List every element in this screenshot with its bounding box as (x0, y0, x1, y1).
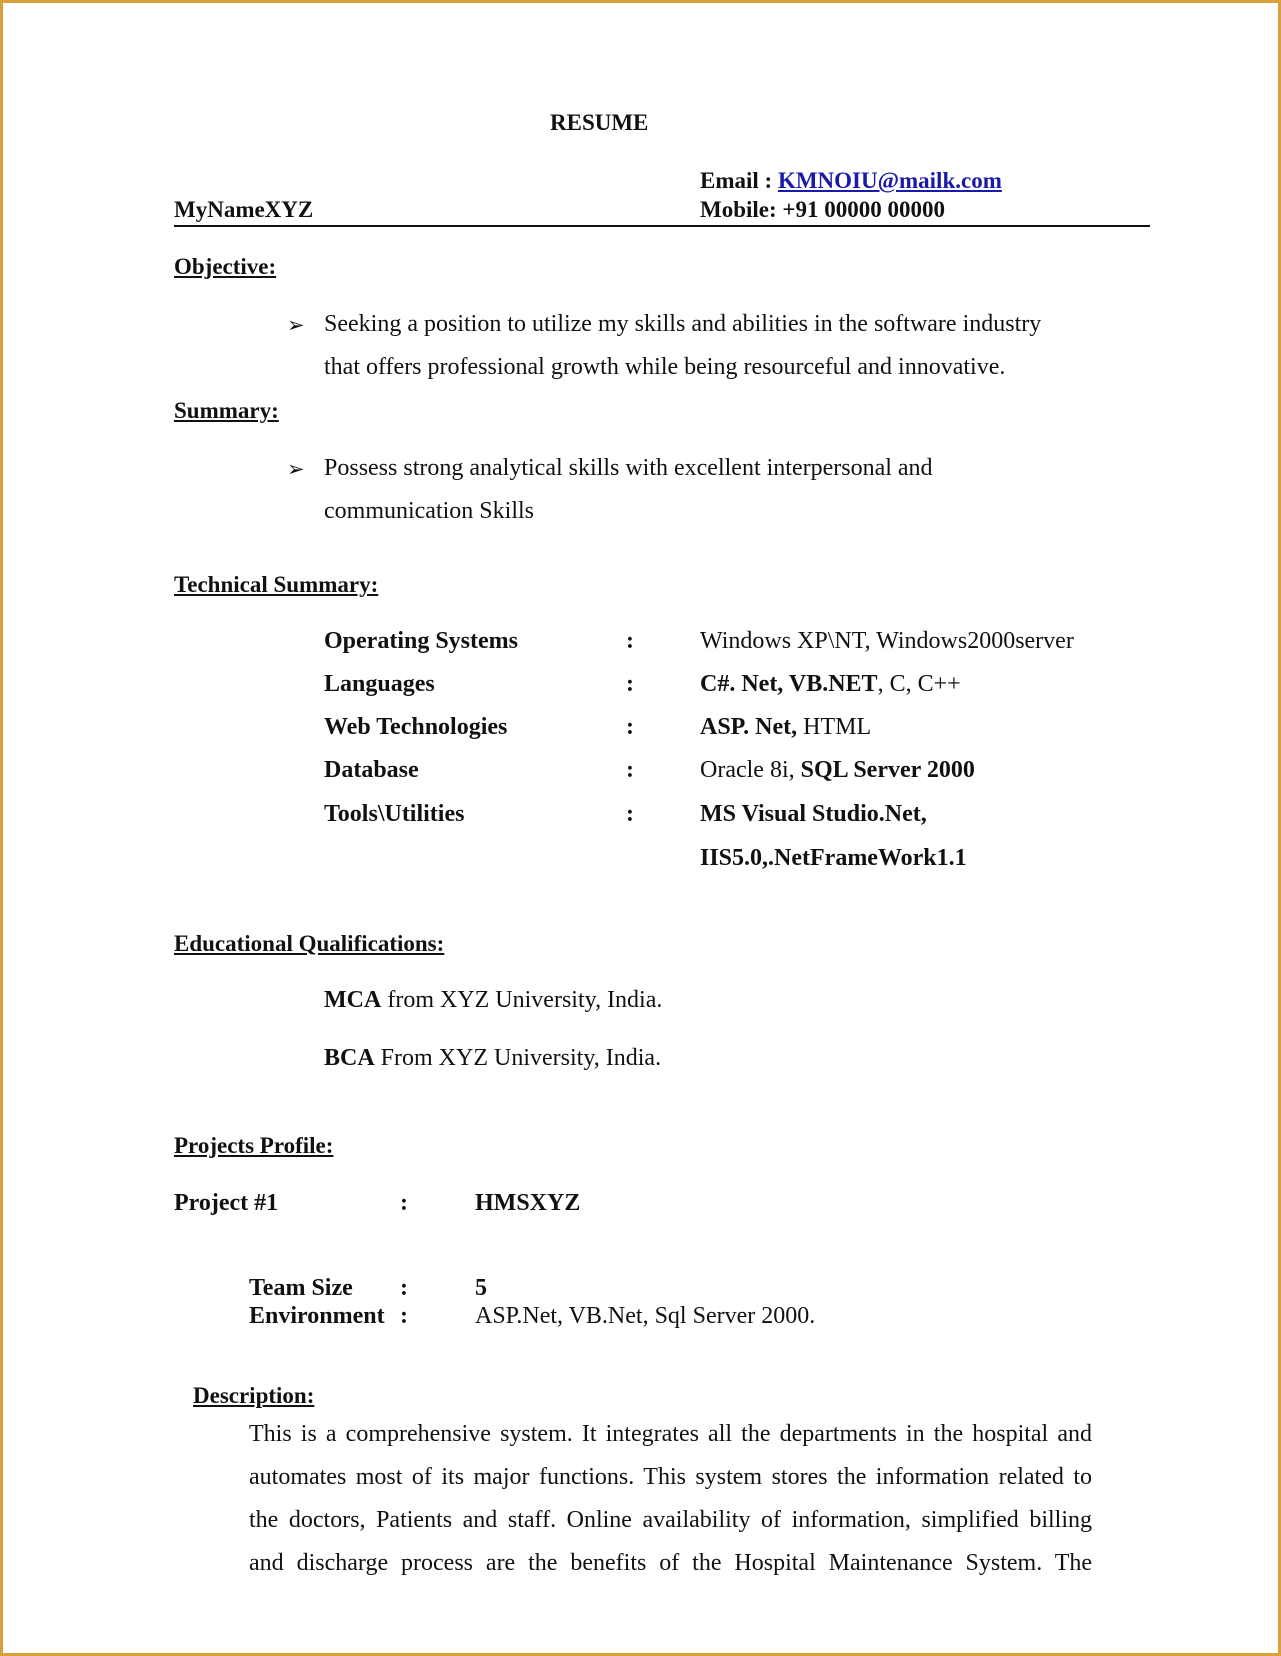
description-line-2: automates most of its major functions. This system stores the information related to (249, 1464, 1092, 1490)
tech-colon: : (626, 671, 634, 697)
header-divider (174, 225, 1150, 227)
environment-colon: : (400, 1303, 408, 1329)
email-link[interactable]: KMNOIU@mailk.com (777, 168, 1002, 193)
description-line-4: and discharge process are the benefits of the Hospital Maintenance System. The (249, 1550, 1092, 1576)
tech-label-operating-systems: Operating Systems (324, 628, 518, 654)
summary-line-1: Possess strong analytical skills with excellent interpersonal and (324, 455, 933, 481)
project-label: Project #1 (174, 1190, 279, 1216)
summary-bullet-arrow-icon: ➢ (287, 457, 305, 481)
tech-value-tools-utilities: MS Visual Studio.Net, (700, 801, 927, 827)
project-name: HMSXYZ (475, 1190, 581, 1216)
tech-value-bold: SQL Server 2000 (800, 757, 975, 783)
objective-heading: Objective: (174, 254, 277, 279)
summary-line-2: communication Skills (324, 498, 534, 524)
degree-institution: From XYZ University, India. (374, 1045, 662, 1071)
tech-value-rest: HTML (797, 714, 872, 740)
education-item-mca (324, 987, 662, 1014)
tech-label-database: Database (324, 757, 419, 783)
objective-line-2: that offers professional growth while being resourceful and innovative. (324, 354, 1006, 380)
description-heading: Description: (193, 1383, 315, 1408)
degree-institution: from XYZ University, India. (381, 987, 663, 1013)
team-size-colon: : (400, 1275, 408, 1301)
mobile-number: Mobile: +91 00000 00000 (700, 197, 946, 222)
tech-value-web-technologies (700, 714, 871, 741)
tech-value-bold: C#. Net, VB.NET (700, 671, 878, 697)
tech-label-tools-utilities: Tools\Utilities (324, 801, 465, 827)
degree-name: BCA (324, 1045, 375, 1071)
tech-colon: : (626, 714, 634, 740)
environment-label: Environment (249, 1303, 385, 1329)
email-label: Email : (700, 168, 778, 193)
education-item-bca (324, 1045, 661, 1072)
projects-heading: Projects Profile: (174, 1133, 334, 1158)
technical-summary-heading: Technical Summary: (174, 572, 379, 597)
tech-value-database (700, 757, 975, 784)
description-line-1: This is a comprehensive system. It integrates all the departments in the hospital and (249, 1421, 1092, 1447)
tech-colon: : (626, 628, 634, 654)
objective-line-1: Seeking a position to utilize my skills and abilities in the software industry (324, 311, 1042, 337)
tech-colon: : (626, 757, 634, 783)
summary-heading: Summary: (174, 398, 279, 423)
tech-value-operating-systems: Windows XP\NT, Windows2000server (700, 628, 1074, 654)
tech-label-languages: Languages (324, 671, 435, 697)
tech-value-languages (700, 671, 961, 698)
team-size-value: 5 (475, 1275, 487, 1301)
resume-title: RESUME (550, 110, 649, 135)
tech-value-bold: ASP. Net, (700, 714, 798, 740)
tech-colon: : (626, 801, 634, 827)
degree-name: MCA (324, 987, 382, 1013)
tech-value-pre: Oracle 8i, (700, 757, 801, 783)
tech-value-rest: , C, C++ (877, 671, 961, 697)
tech-label-web-technologies: Web Technologies (324, 714, 508, 740)
environment-value: ASP.Net, VB.Net, Sql Server 2000. (475, 1303, 816, 1329)
tech-value-tools-utilities-line-2: IIS5.0,.NetFrameWork1.1 (700, 845, 967, 871)
team-size-label: Team Size (249, 1275, 353, 1301)
objective-bullet-arrow-icon: ➢ (287, 313, 305, 337)
candidate-name: MyNameXYZ (174, 197, 314, 222)
education-heading: Educational Qualifications: (174, 931, 445, 956)
project-colon: : (400, 1190, 408, 1216)
email-line (700, 168, 1002, 194)
description-line-3: the doctors, Patients and staff. Online availability of information, simplified billing (249, 1507, 1092, 1533)
